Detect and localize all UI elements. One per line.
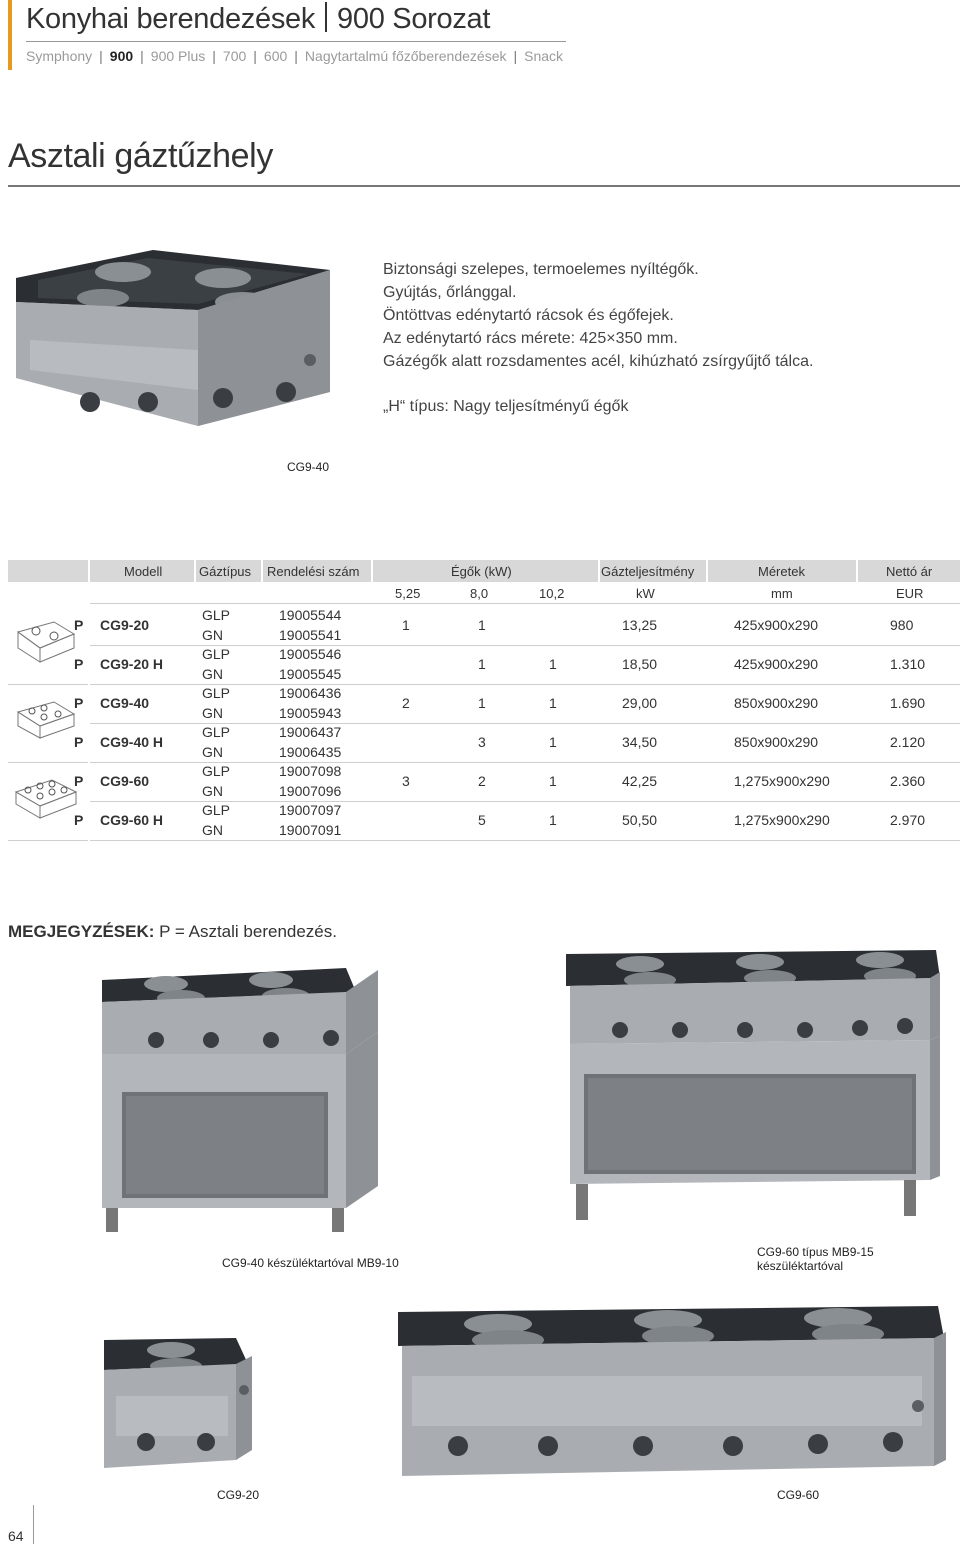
header-title-left: Konyhai berendezések [26, 3, 316, 35]
row-burner-102: 1 [549, 773, 557, 789]
row-burner-80: 1 [478, 695, 486, 711]
row-price: 980 [890, 617, 914, 633]
row-order-code: 19005545 [279, 666, 342, 682]
row-model: CG9-20 [100, 617, 150, 633]
row-gas-type: GN [202, 627, 223, 643]
subheader-burner-1: 5,25 [395, 586, 421, 601]
nav-item[interactable]: 600 [263, 48, 288, 64]
row-gas-type: GN [202, 666, 223, 682]
header-divider [598, 560, 600, 582]
row-order-code: 19007097 [279, 802, 342, 818]
row-price: 2.970 [890, 812, 926, 828]
row-power: 42,25 [622, 773, 658, 789]
nav-separator: | [513, 48, 518, 64]
row-category: P [74, 773, 84, 789]
header-divider [856, 560, 858, 582]
table-divider [90, 603, 960, 604]
row-burner-102: 1 [549, 695, 557, 711]
feature-item: Az edénytartó rács mérete: 425×350 mm. [383, 330, 678, 347]
product-image-cg9-60 [388, 1296, 950, 1486]
row-power: 29,00 [622, 695, 658, 711]
row-category: P [74, 812, 84, 828]
row-burner-525: 1 [402, 617, 410, 633]
row-order-code: 19005544 [279, 607, 342, 623]
row-gas-type: GLP [202, 646, 231, 662]
row-gas-type: GLP [202, 724, 231, 740]
row-dimensions: 850x900x290 [734, 734, 819, 750]
notes [8, 922, 337, 942]
header-netto: Nettó ár [886, 564, 933, 579]
header-rendelesi: Rendelési szám [267, 564, 360, 579]
product-image-cg9-40 [8, 240, 338, 450]
row-price: 1.310 [890, 656, 926, 672]
feature-item: Gyújtás, őrlánggal. [383, 284, 517, 301]
series-nav [26, 48, 563, 64]
row-order-code: 19007091 [279, 822, 342, 838]
header-divider [261, 560, 263, 582]
page-header-title [26, 2, 490, 36]
row-burner-80: 3 [478, 734, 486, 750]
row-gas-type: GN [202, 783, 223, 799]
subheader-power-unit: kW [636, 586, 655, 601]
caption-mid-left: CG9-40 készüléktartóval MB9-10 [222, 1256, 399, 1270]
nav-separator: | [140, 48, 144, 64]
row-burner-102: 1 [549, 656, 557, 672]
row-order-code: 19007098 [279, 763, 342, 779]
caption-bottom-right: CG9-60 [777, 1488, 820, 1502]
row-category: P [74, 656, 84, 672]
header-title-separator [325, 2, 327, 32]
row-gas-type: GLP [202, 802, 231, 818]
header-meretek: Méretek [758, 564, 805, 579]
nav-item[interactable]: 700 [222, 48, 247, 64]
row-dimensions: 850x900x290 [734, 695, 819, 711]
header-egok: Égők (kW) [451, 564, 512, 579]
product-image-cg9-20 [96, 1330, 256, 1480]
product-image-cg9-60-stand [560, 944, 948, 1228]
row-burner-102: 1 [549, 812, 557, 828]
nav-item[interactable]: 900 Plus [150, 48, 206, 64]
row-power: 34,50 [622, 734, 658, 750]
row-burner-525: 3 [402, 773, 410, 789]
row-dimensions: 425x900x290 [734, 617, 819, 633]
row-burner-102: 1 [549, 734, 557, 750]
header-rule [26, 41, 566, 42]
nav-item[interactable]: Snack [524, 48, 564, 64]
row-order-code: 19006436 [279, 685, 342, 701]
section-rule [8, 185, 960, 187]
notes-text: P = Asztali berendezés. [159, 922, 337, 941]
nav-item[interactable]: Nagytartalmú főzőberendezések [304, 48, 507, 64]
row-model: CG9-60 [100, 773, 150, 789]
row-gas-type: GN [202, 744, 223, 760]
row-price: 1.690 [890, 695, 926, 711]
caption-top-image: CG9-40 [287, 460, 330, 474]
row-category: P [74, 695, 84, 711]
product-image-cg9-40-stand [96, 962, 380, 1242]
row-burner-80: 1 [478, 617, 486, 633]
nav-separator: | [99, 48, 103, 64]
row-order-code: 19006435 [279, 744, 342, 760]
schematic-cg9-60 [14, 778, 78, 822]
section-title: Asztali gáztűzhely [8, 137, 273, 175]
nav-item[interactable]: 900 [109, 48, 134, 64]
row-burner-80: 5 [478, 812, 486, 828]
row-model: CG9-40 H [100, 734, 164, 750]
row-gas-type: GN [202, 822, 223, 838]
row-model: CG9-20 H [100, 656, 164, 672]
row-power: 13,25 [622, 617, 658, 633]
header-accent-bar [8, 0, 12, 70]
row-dimensions: 1,275x900x290 [734, 812, 830, 828]
row-power: 18,50 [622, 656, 658, 672]
row-price: 2.360 [890, 773, 926, 789]
subheader-dims-unit: mm [771, 586, 793, 601]
subheader-price-unit: EUR [896, 586, 924, 601]
row-burner-80: 1 [478, 656, 486, 672]
row-category: P [74, 617, 84, 633]
row-order-code: 19007096 [279, 783, 342, 799]
group-divider [8, 762, 88, 763]
group-divider [8, 840, 88, 841]
header-gazteljesitmeny: Gázteljesítmény [601, 564, 695, 579]
row-dimensions: 1,275x900x290 [734, 773, 830, 789]
header-divider [194, 560, 196, 582]
nav-separator: | [253, 48, 257, 64]
schematic-cg9-20 [14, 618, 78, 666]
header-divider [88, 560, 90, 582]
row-power: 50,50 [622, 812, 658, 828]
row-model: CG9-60 H [100, 812, 164, 828]
row-gas-type: GLP [202, 763, 231, 779]
header-modell: Modell [124, 564, 163, 579]
subheader-burner-3: 10,2 [539, 586, 565, 601]
caption-bottom-left: CG9-20 [217, 1488, 260, 1502]
page-number-divider [33, 1505, 34, 1544]
row-price: 2.120 [890, 734, 926, 750]
caption-mid-right: CG9-60 típus MB9-15 készüléktartóval [757, 1245, 874, 1273]
header-divider [706, 560, 708, 582]
header-title-right: 900 Sorozat [337, 3, 491, 35]
features-list [383, 258, 813, 373]
group-divider [8, 684, 88, 685]
row-gas-type: GLP [202, 685, 231, 701]
row-order-code: 19005943 [279, 705, 342, 721]
row-order-code: 19005541 [279, 627, 342, 643]
subheader-burner-2: 8,0 [470, 586, 489, 601]
nav-separator: | [212, 48, 216, 64]
row-order-code: 19006437 [279, 724, 342, 740]
row-gas-type: GLP [202, 607, 231, 623]
nav-item[interactable]: Symphony [26, 48, 93, 64]
feature-item: Biztonsági szelepes, termoelemes nyíltégők. [383, 261, 699, 278]
row-divider [90, 840, 960, 841]
row-order-code: 19005546 [279, 646, 342, 662]
schematic-cg9-40 [14, 700, 78, 740]
feature-note: „H“ típus: Nagy teljesítményű égők [383, 398, 629, 415]
feature-item: Gázégők alatt rozsdamentes acél, kihúzható zsírgyűjtő tálca. [383, 353, 814, 370]
nav-separator: | [294, 48, 298, 64]
row-category: P [74, 734, 84, 750]
feature-item: Öntöttvas edénytartó rácsok és égőfejek. [383, 307, 674, 324]
row-burner-80: 2 [478, 773, 486, 789]
page-number: 64 [8, 1528, 24, 1544]
row-dimensions: 425x900x290 [734, 656, 819, 672]
header-gaztipus: Gáztípus [199, 564, 252, 579]
header-divider [371, 560, 373, 582]
row-gas-type: GN [202, 705, 223, 721]
row-burner-525: 2 [402, 695, 410, 711]
row-model: CG9-40 [100, 695, 150, 711]
notes-label: MEGJEGYZÉSEK: [8, 922, 155, 941]
